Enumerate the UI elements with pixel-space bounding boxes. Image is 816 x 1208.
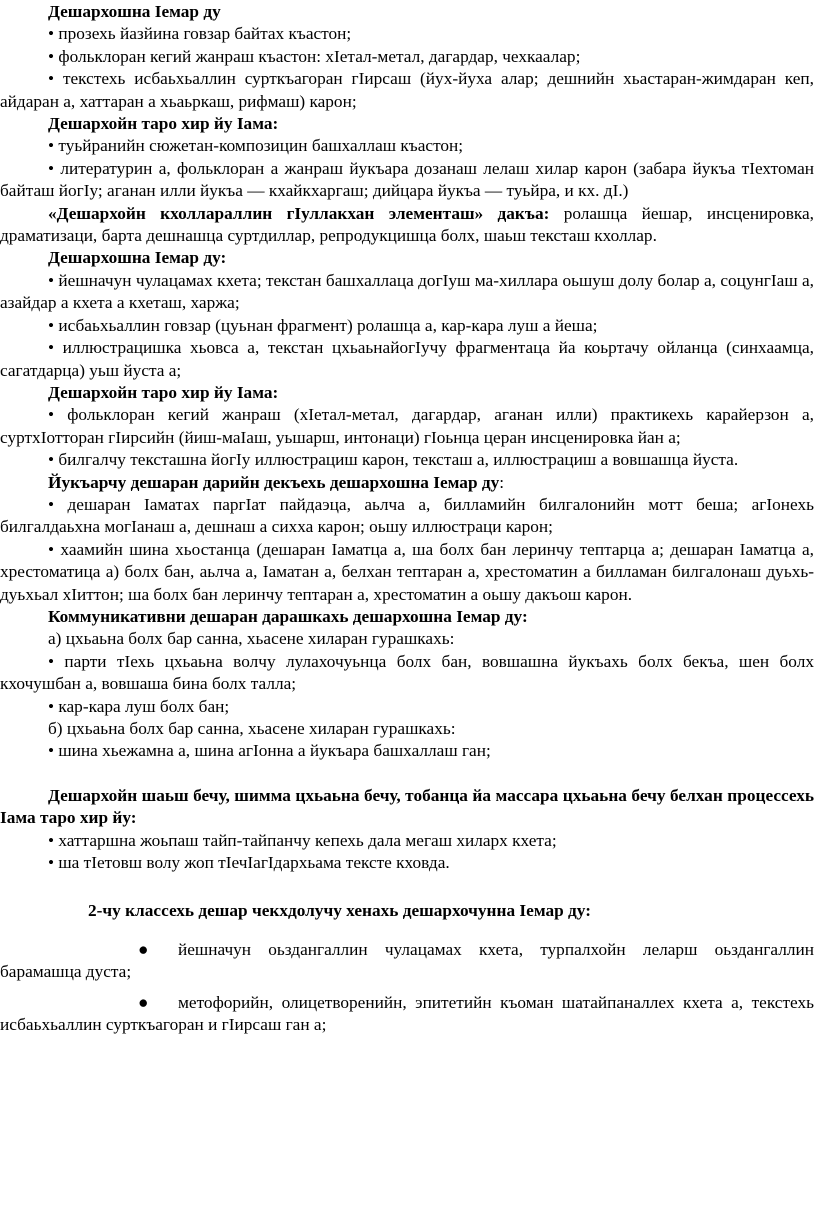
bullet-list-item [0,992,814,1037]
paragraph: • литературин а, фольклоран а жанраш йукъара дозанаш лелаш хилар карон (забара йукъа тIехтоман байташ йогIу; аганан илли йукъа — кхайкхаргаш; дийцара йукъа — туьйра, и кх. дI.) [0,158,814,201]
section-heading: Дешархойн шаьш бечу, шимма цхьаьна бечу, тобанца йа массара цхьаьна бечу белхан процессехь Iама таро хир йу: [0,785,814,828]
section-heading: Коммуникативни дешаран дарашкахь дешархошна Iемар ду: [48,606,528,626]
paragraph: • прозехь йазйина говзар байтах къастон; [48,24,352,44]
paragraph: • шина хьежамна а, шина агIонна а йукъара башхаллаш ган; [48,741,491,761]
inline-text: ролашца йешар, инсценировка, драматизаци, барта дешнашца суртдиллар, репродукцишца болх, шаьш тексташ кхоллар. [0,203,814,246]
bullet-icon: ● [138,992,149,1012]
section-heading: Дешархошна Iемар ду: [48,248,227,268]
paragraph: • парти тIехь цхьаьна волчу лулахочуьнца болх бан, вовшашна йукъахь болх бекъа, шен болх кхочушбан а, вовшаша бина болх талла; [0,651,814,694]
heading-plain-text: : [499,472,505,492]
section-heading: Дешархойн таро хир йу Iама: [48,382,279,402]
inline-bold-heading: «Дешархойн кхоллараллин гIуллакхан элементаш» дакъа: [48,203,550,223]
bullet-list-item [0,939,814,984]
paragraph: б) цхьаьна болх бар санна, хьасене хиларан гурашкахь: [48,719,456,738]
paragraph: • иллюстрацишка хьовса а, текстан цхьаьнайогIучу фрагментаца йа коьртачу ойланца (синхаамца, сагатдарца) уьш йуста а; [0,338,814,380]
paragraph: • хаамийн шина хьостанца (дешаран Iаматца а, ша болх бан леринчу тептарца а; дешаран Iаматца а, хрестоматица а) болх бан, аьлча а, Iаматан а, белхан тептаран а, хрестоматин а билламан билгалонаш дуьхь-дуьхьал хIиттон; ша болх бан леринчу тептаран а, хрестоматин а оьшу дакъош карон. [0,539,814,604]
paragraph: • хаттаршна жоьпаш тайп-тайпанчу кепехь дала мегаш хиларх кхета; [48,830,557,850]
document-page [0,1,814,1036]
paragraph: • йешначун чулацамах кхета; текстан башхаллаца догIуш ма-хиллара оьшуш долу болар а, соцунгIаш а, азайдар а кхета а кхеташ, харжа; [0,270,814,313]
paragraph: • исбаьхьаллин говзар (цуьнан фрагмент) ролашца а, кар-кара луш а йеша; [48,315,598,335]
section-heading: Дешархойн таро хир йу Iама: [48,114,279,134]
spacer [0,763,814,785]
heading-bold-text: Йукъарчу дешаран дарийн декъехь дешархошна Iемар ду [48,472,500,492]
bullet-text: йешначун оьздангаллин чулацамах кхета, турпалхойн леларш оьздангаллин барамашца дуста; [0,939,814,982]
spacer [0,874,814,894]
paragraph: • текстехь исбаьхьаллин сурткъагоран гIирсаш (йух-йуха алар; дешнийн хьастаран-жимдаран кеп, айдаран а, хаттаран а хьаьркаш, рифмаш) карон; [0,69,814,111]
bullet-icon: ● [138,939,149,959]
paragraph: • туьйранийн сюжетан-композицин башхаллаш къастон; [48,136,464,156]
section-heading: Дешархошна Iемар ду [48,2,221,21]
paragraph: а) цхьаьна болх бар санна, хьасене хиларан гурашкахь: [48,629,455,649]
bullet-text: метофорийн, олицетворенийн, эпитетийн къоман шатайпаналлех кхета а, текстехь исбаьхьаллин сурткъагоран и гIирсаш ган а; [0,992,814,1035]
paragraph: • фольклоран кегий жанраш къастон: хIетал-метал, дагардар, чехкаалар; [48,46,581,66]
section-title: 2-чу классехь дешар чекхдолучу хенахь дешархочунна Iемар ду: [88,901,591,921]
paragraph: • кар-кара луш болх бан; [48,696,230,716]
paragraph: • фольклоран кегий жанраш (хIетал-метал, дагардар, аганан илли) практикехь карайерзон а, суртхIотторан гIирсийн (йиш-маIаш, уьшарш, интонаци) гIоьнца церан инсценировка йан а; [0,405,814,447]
paragraph: • ша тIетовш волу жоп тIечIагIдархьама тексте кховда. [48,853,450,873]
paragraph: • дешаран Iаматах паргIат пайдаэца, аьлча а, билламийн билгалонийн мотт беша; агIонехь билгалдаьхна могIанаш а, дешнаш а сихха карон; оьшу иллюстраци карон; [0,494,814,537]
paragraph [0,203,814,248]
paragraph: • билгалчу тексташна йогIу иллюстрациш карон, тексташ а, иллюстрациш а вовшашца йуста. [48,450,739,470]
section-heading [0,472,814,494]
